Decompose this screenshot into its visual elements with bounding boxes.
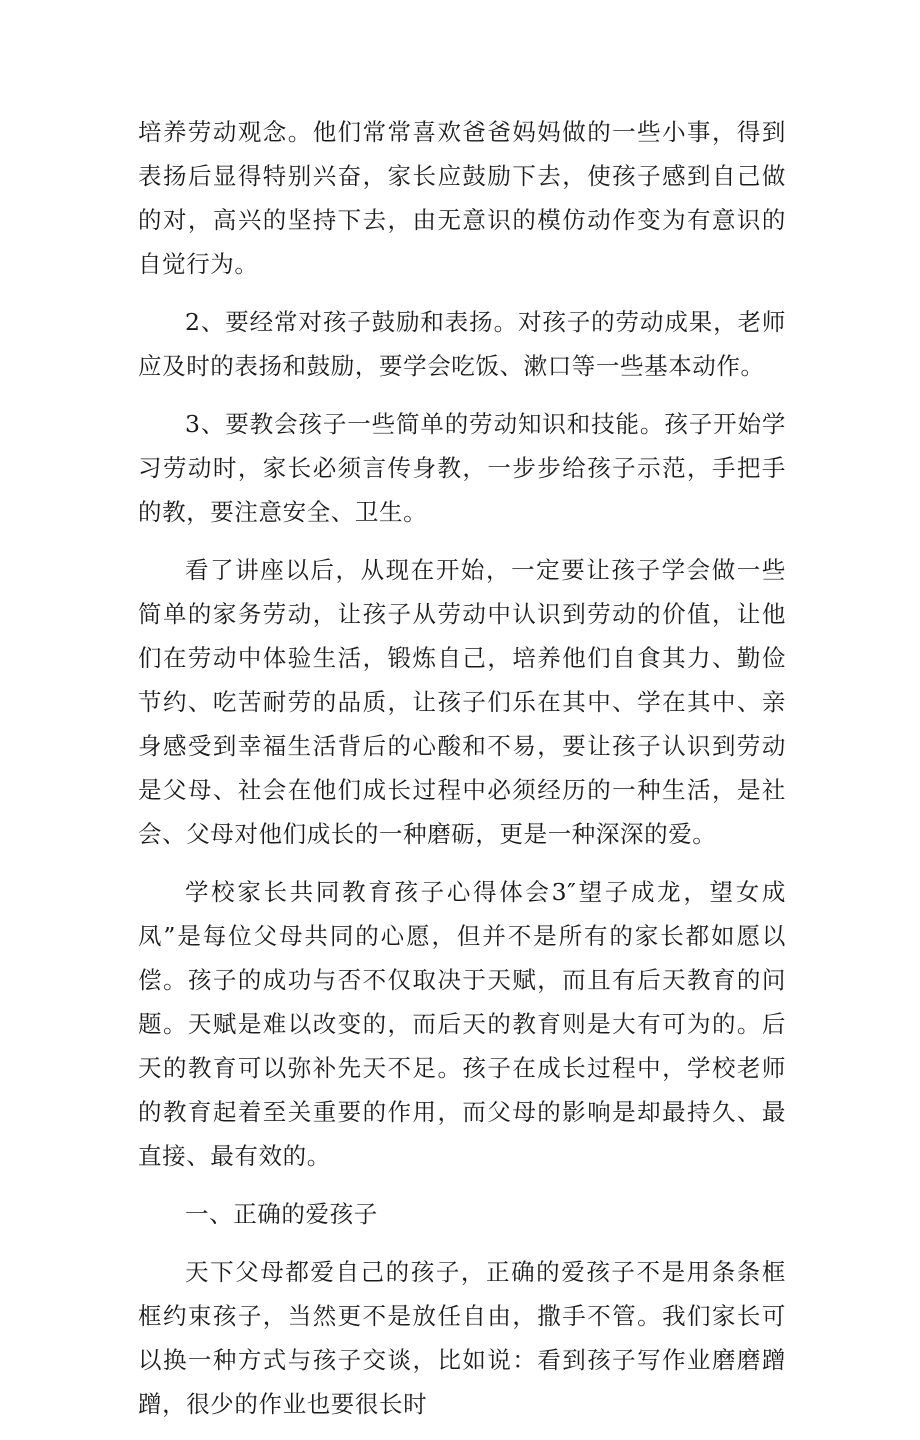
paragraph-essay-3-intro: 学校家长共同教育孩子心得体会3″望子成龙，望女成凤”是每位父母共同的心愿，但并不是所有的家长都如愿以偿。孩子的成功与否不仅取决于天赋，而且有后天教育的问题。天赋是难以改变的，而后天的教育则是大有可为的。后天的教育可以弥补先天不足。孩子在成长过程中，学校老师的教育起着至关重要的作用，而父母的影响是却最持久、最直接、最有效的。 [138,878,786,1170]
document-body [138,110,786,1440]
paragraph-continuation: 培养劳动观念。他们常常喜欢爸爸妈妈做的一些小事，得到表扬后显得特别兴奋，家长应鼓励下去，使孩子感到自己做的对，高兴的坚持下去，由无意识的模仿动作变为有意识的自觉行为。 [138,118,786,278]
section-heading-love-children: 一、正确的爱孩子 [185,1200,378,1228]
paragraph-reflection: 看了讲座以后，从现在开始，一定要让孩子学会做一些简单的家务劳动，让孩子从劳动中认识到劳动的价值，让他们在劳动中体验生活，锻炼自己，培养他们自食其力、勤俭节约、吃苦耐劳的品质，让孩子们乐在其中、学在其中、亲身感受到幸福生活背后的心酸和不易，要让孩子认识到劳动是父母、社会在他们成长过程中必须经历的一种生活，是社会、父母对他们成长的一种磨砺，更是一种深深的爱。 [138,556,786,848]
paragraph-love-children: 天下父母都爱自己的孩子，正确的爱孩子不是用条条框框约束孩子，当然更不是放任自由，撒手不管。我们家长可以换一种方式与孩子交谈，比如说：看到孩子写作业磨磨蹭蹭，很少的作业也要很长时 [138,1258,786,1418]
paragraph-point-2: 2、要经常对孩子鼓励和表扬。对孩子的劳动成果，老师应及时的表扬和鼓励，要学会吃饭、漱口等一些基本动作。 [138,308,786,380]
paragraph-point-3: 3、要教会孩子一些简单的劳动知识和技能。孩子开始学习劳动时，家长必须言传身教，一步步给孩子示范，手把手的教，要注意安全、卫生。 [138,410,786,526]
